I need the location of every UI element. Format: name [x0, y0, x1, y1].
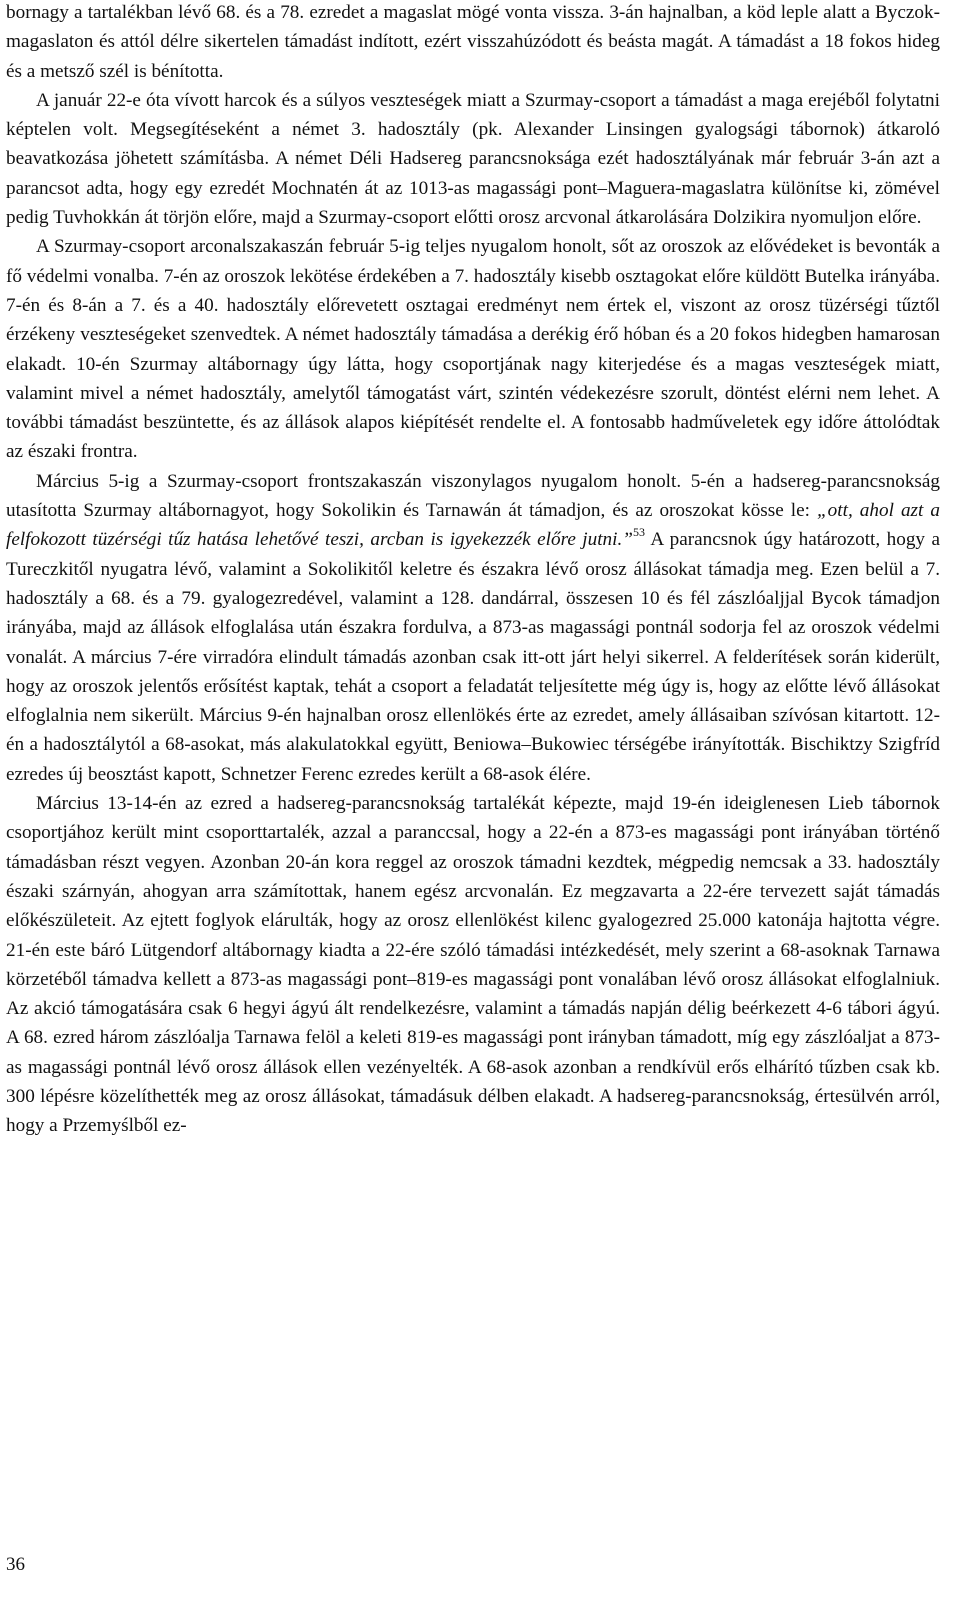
body-text	[6, 0, 940, 1141]
text-run: A parancsnok úgy határozott, hogy a Tureczkitől nyugatra lévő, valamint a Sokolikitől keletre és északra lévő orosz állásokat támadja meg. Ezen belül a 7. hadosztály a 68. és a 79. gyalogezredével, valamint a 128. dandárral, összesen 10 és fél zászlóaljjal Bycok támadjon irányába, majd az állások elfoglalása után északra fordulva, a 873-as magassági pontnál sodorja fel az oroszok védelmi vonalát. A március 7-ére virradóra elindult támadás azonban csak itt-ott járt helyi sikerrel. A felderítések során kiderült, hogy az oroszok jelentős erősítést kaptak, tehát a csoport a feladatát teljesítette még úgy is, hogy az előtte lévő állásokat elfoglalnia nem sikerült. Március 9-én hajnalban orosz ellenlökés érte az ezredet, amely állásaiban szívósan kitartott. 12-én a hadosztálytól a 68-asokat, más alakulatokkal együtt, Beniowa–Bukowiec térségébe irányították. Bischiktzy Szigfríd ezredes új beosztást kapott, Schnetzer Ferenc ezredes került a 68-asok élére.	[6, 529, 940, 785]
paragraph	[6, 0, 940, 86]
text-run: A Szurmay-csoport arconalszakaszán február 5-ig teljes nyugalom honolt, sőt az oroszok az elővédeket is bevonták a fő védelmi vonalba. 7-én az oroszok lekötése érdekében a 7. hadosztály kisebb osztagokat előre küldött Butelka irányába. 7-én és 8-án a 7. és a 40. hadosztály előrevetett osztagai eredményt nem értek el, viszont az orosz tüzérségi tűztől érzékeny veszteségeket szenvedtek. A német hadosztály támadása a derékig érő hóban és a 20 fokos hidegben hamarosan elakadt. 10-én Szurmay altábornagy úgy látta, hogy csoportjának nagy kiterjedése és a magas veszteségek miatt, valamint mivel a német hadosztály, amelytől támogatást várt, szintén védekezésre szorult, döntést elérni nem lehet. A további támadást beszüntette, és az állások alapos kiépítését rendelte el. A fontosabb hadműveletek egy időre áttolódtak az északi frontra.	[6, 236, 940, 463]
paragraph	[6, 467, 940, 789]
paragraph	[6, 86, 940, 232]
text-run: bornagy a tartalékban lévő 68. és a 78. ezredet a magaslat mögé vonta vissza. 3-án hajnalban, a köd leple alatt a Byczok-magaslaton és attól délre sikertelen támadást indított, ezért visszahúzódott és beásta magát. A támadást a 18 fokos hideg és a metsző szél is bénította.	[6, 2, 940, 82]
paragraph	[6, 232, 940, 466]
footnote-ref: 53	[632, 525, 645, 540]
text-run: Március 13-14-én az ezred a hadsereg-parancsnokság tartalékát képezte, majd 19-én ideiglenesen Lieb tábornok csoportjához került mint csoporttartalék, azzal a paranccsal, hogy a 22-én a 873-es magassági pont irányában történő támadásban részt vegyen. Azonban 20-án kora reggel az oroszok támadni kezdtek, mégpedig nemcsak a 33. hadosztály északi szárnyán, ahogyan arra számítottak, hanem egész arcvonalán. Ez megzavarta a 22-ére tervezett saját támadás előkészületeit. Az ejtett foglyok elárulták, hogy az orosz ellenlökést kilenc gyalogezred 25.000 katonája hajtotta végre. 21-én este báró Lütgendorf altábornagy kiadta a 22-ére szóló támadási intézkedését, mely szerint a 68-asoknak Tarnawa körzetéből támadva kellett a 873-as magassági pont–819-es magassági pont vonalában lévő orosz állásokat elfoglalniuk. Az akció támogatására csak 6 hegyi ágyú ált rendelkezésre, valamint a támadás napján délig beérkezett 4-6 tábori ágyú. A 68. ezred három zászlóalja Tarnawa felöl a keleti 819-es magassági pont irányban támadott, míg egy zászlóaljat a 873-as magassági pontnál lévő orosz állások ellen vezényelték. A 68-asok azonban a rendkívül erős elhárító tűzben csak kb. 300 lépésre közelíthették meg az orosz állásokat, támadásuk délben elakadt. A hadsereg-parancsnokság, értesülvén arról, hogy a Przemyślből ez-	[6, 793, 940, 1137]
italic-quote: „ott, ahol azt a felfokozott tüzérségi tűz hatása lehetővé teszi, arcban is igyekezzék előre jutni.”	[6, 500, 940, 551]
page-number: 36	[6, 1554, 25, 1575]
text-run: Március 5-ig a Szurmay-csoport frontszakaszán viszonylagos nyugalom honolt. 5-én a hadsereg-parancsnokság utasította Szurmay altábornagyot, hogy Sokolikin és Tarnawán át támadjon, és az oroszokat kösse le:	[6, 470, 940, 522]
paragraph	[6, 789, 940, 1141]
text-run: A január 22-e óta vívott harcok és a súlyos veszteségek miatt a Szurmay-csoport a támadást a maga erejéből folytatni képtelen volt. Megsegítéseként a német 3. hadosztály (pk. Alexander Linsingen gyalogsági tábornok) átkaroló beavatkozása jöhetett számításba. A német Déli Hadsereg parancsnoksága ezét hadosztályának már február 3-án azt a parancsot adta, hogy egy ezredét Mochnatén át az 1013-as magassági pont–Maguera-magaslatra különítse ki, zömével pedig Tuvhokkán át törjön előre, majd a Szurmay-csoport előtti orosz arcvonal átkarolására Dolzikira nyomuljon előre.	[6, 89, 940, 229]
